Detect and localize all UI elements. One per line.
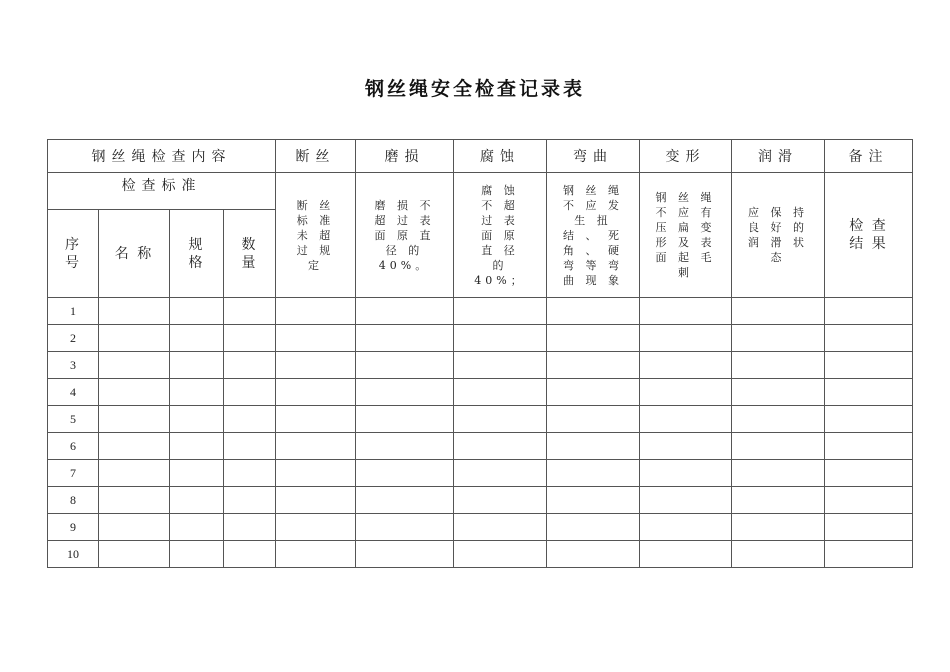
empty-cell[interactable] [547, 406, 640, 433]
empty-cell[interactable] [547, 460, 640, 487]
empty-cell[interactable] [276, 487, 356, 514]
empty-cell[interactable] [640, 460, 732, 487]
empty-cell[interactable] [732, 379, 825, 406]
standard-result: 检 查 结 果 [825, 173, 913, 298]
empty-cell[interactable] [640, 487, 732, 514]
empty-cell[interactable] [732, 352, 825, 379]
empty-cell[interactable] [825, 298, 913, 325]
empty-cell[interactable] [170, 541, 224, 568]
empty-cell[interactable] [276, 352, 356, 379]
table-row [48, 487, 913, 514]
empty-cell[interactable] [170, 379, 224, 406]
empty-cell[interactable] [825, 352, 913, 379]
table-row [48, 514, 913, 541]
empty-cell[interactable] [356, 298, 454, 325]
column-qty: 数 量 [224, 210, 276, 298]
empty-cell[interactable] [99, 487, 170, 514]
empty-cell[interactable] [732, 460, 825, 487]
empty-cell[interactable] [547, 298, 640, 325]
row-number: 10 [48, 541, 99, 568]
header-broken-wire: 断丝 [276, 140, 356, 173]
empty-cell[interactable] [454, 379, 547, 406]
empty-cell[interactable] [99, 298, 170, 325]
empty-cell[interactable] [547, 514, 640, 541]
empty-cell[interactable] [224, 460, 276, 487]
empty-cell[interactable] [356, 325, 454, 352]
empty-cell[interactable] [276, 298, 356, 325]
header-content: 钢丝绳检查内容 [48, 140, 276, 173]
standard-wear: 磨 损 不 超 过 表 面 原 直 径 的 40%。 [356, 173, 454, 298]
empty-cell[interactable] [356, 514, 454, 541]
empty-cell[interactable] [99, 541, 170, 568]
empty-cell[interactable] [170, 298, 224, 325]
empty-cell[interactable] [99, 406, 170, 433]
table-row [48, 406, 913, 433]
empty-cell[interactable] [99, 433, 170, 460]
table-row [48, 433, 913, 460]
table-row [48, 460, 913, 487]
table-row [48, 298, 913, 325]
empty-cell[interactable] [825, 433, 913, 460]
empty-cell[interactable] [732, 514, 825, 541]
empty-cell[interactable] [547, 433, 640, 460]
empty-cell[interactable] [640, 406, 732, 433]
empty-cell[interactable] [170, 514, 224, 541]
row-number: 4 [48, 379, 99, 406]
column-name: 名 称 [99, 210, 170, 298]
empty-cell[interactable] [825, 325, 913, 352]
row-number: 8 [48, 487, 99, 514]
empty-cell[interactable] [170, 433, 224, 460]
empty-cell[interactable] [640, 541, 732, 568]
empty-cell[interactable] [732, 541, 825, 568]
empty-cell[interactable] [825, 514, 913, 541]
standard-bending: 钢 丝 绳 不 应 发 生 扭 结 、 死 角 、 硬 弯 等 弯 曲 现 象 [547, 173, 640, 298]
empty-cell[interactable] [356, 406, 454, 433]
row-number: 2 [48, 325, 99, 352]
empty-cell[interactable] [454, 541, 547, 568]
table-row [48, 352, 913, 379]
empty-cell[interactable] [224, 379, 276, 406]
standard-deformation: 钢 丝 绳 不 应 有 压 扁 变 形 及 表 面 起 毛 刺 [640, 173, 732, 298]
empty-cell[interactable] [356, 379, 454, 406]
empty-cell[interactable] [732, 298, 825, 325]
inspection-table [47, 139, 913, 568]
table-body [48, 140, 913, 568]
header-wear: 磨损 [356, 140, 454, 173]
standard-label: 检查标准 [48, 173, 276, 210]
empty-cell[interactable] [454, 406, 547, 433]
standard-corrosion: 腐 蚀 不 超 过 表 面 原 直 径 的 40%； [454, 173, 547, 298]
empty-cell[interactable] [825, 460, 913, 487]
empty-cell[interactable] [825, 406, 913, 433]
header-lubrication: 润滑 [732, 140, 825, 173]
column-spec: 规 格 [170, 210, 224, 298]
empty-cell[interactable] [276, 541, 356, 568]
empty-cell[interactable] [356, 352, 454, 379]
row-number: 6 [48, 433, 99, 460]
empty-cell[interactable] [170, 487, 224, 514]
empty-cell[interactable] [454, 325, 547, 352]
empty-cell[interactable] [454, 433, 547, 460]
empty-cell[interactable] [224, 541, 276, 568]
empty-cell[interactable] [640, 298, 732, 325]
table-row [48, 379, 913, 406]
empty-cell[interactable] [224, 433, 276, 460]
empty-cell[interactable] [276, 406, 356, 433]
header-bending: 弯曲 [547, 140, 640, 173]
empty-cell[interactable] [356, 460, 454, 487]
header-corrosion: 腐蚀 [454, 140, 547, 173]
standard-broken-wire: 断 丝 标 准 未 超 过 规 定 [276, 173, 356, 298]
empty-cell[interactable] [547, 541, 640, 568]
empty-cell[interactable] [454, 514, 547, 541]
row-number: 1 [48, 298, 99, 325]
empty-cell[interactable] [356, 433, 454, 460]
empty-cell[interactable] [640, 433, 732, 460]
empty-cell[interactable] [454, 352, 547, 379]
header-remarks: 备注 [825, 140, 913, 173]
empty-cell[interactable] [454, 487, 547, 514]
empty-cell[interactable] [732, 406, 825, 433]
empty-cell[interactable] [547, 379, 640, 406]
standard-lubrication: 应 保 持 良 好 的 润 滑 状 态 [732, 173, 825, 298]
empty-cell[interactable] [825, 379, 913, 406]
empty-cell[interactable] [170, 325, 224, 352]
empty-cell[interactable] [640, 514, 732, 541]
row-number: 7 [48, 460, 99, 487]
row-number: 3 [48, 352, 99, 379]
empty-cell[interactable] [356, 541, 454, 568]
empty-cell[interactable] [170, 460, 224, 487]
empty-cell[interactable] [99, 514, 170, 541]
empty-cell[interactable] [276, 325, 356, 352]
empty-cell[interactable] [276, 460, 356, 487]
table-row [48, 541, 913, 568]
empty-cell[interactable] [547, 352, 640, 379]
empty-cell[interactable] [99, 379, 170, 406]
page-title: 钢丝绳安全检查记录表 [364, 78, 585, 100]
empty-cell[interactable] [170, 352, 224, 379]
empty-cell[interactable] [547, 487, 640, 514]
header-deformation: 变形 [640, 140, 732, 173]
empty-cell[interactable] [454, 298, 547, 325]
empty-cell[interactable] [170, 406, 224, 433]
empty-cell[interactable] [640, 325, 732, 352]
empty-cell[interactable] [640, 352, 732, 379]
empty-cell[interactable] [224, 487, 276, 514]
column-seq: 序 号 [48, 210, 99, 298]
empty-cell[interactable] [276, 514, 356, 541]
empty-cell[interactable] [224, 514, 276, 541]
empty-cell[interactable] [224, 352, 276, 379]
empty-cell[interactable] [825, 487, 913, 514]
empty-cell[interactable] [99, 460, 170, 487]
empty-cell[interactable] [547, 325, 640, 352]
empty-cell[interactable] [356, 487, 454, 514]
empty-cell[interactable] [454, 460, 547, 487]
header-row [48, 140, 913, 173]
empty-cell[interactable] [99, 325, 170, 352]
standard-row [48, 173, 913, 210]
row-number: 9 [48, 514, 99, 541]
row-number: 5 [48, 406, 99, 433]
empty-cell[interactable] [732, 325, 825, 352]
empty-cell[interactable] [99, 352, 170, 379]
empty-cell[interactable] [276, 379, 356, 406]
empty-cell[interactable] [732, 433, 825, 460]
empty-cell[interactable] [224, 298, 276, 325]
table-row [48, 325, 913, 352]
empty-cell[interactable] [732, 487, 825, 514]
empty-cell[interactable] [276, 433, 356, 460]
empty-cell[interactable] [224, 325, 276, 352]
empty-cell[interactable] [640, 379, 732, 406]
empty-cell[interactable] [825, 541, 913, 568]
empty-cell[interactable] [224, 406, 276, 433]
